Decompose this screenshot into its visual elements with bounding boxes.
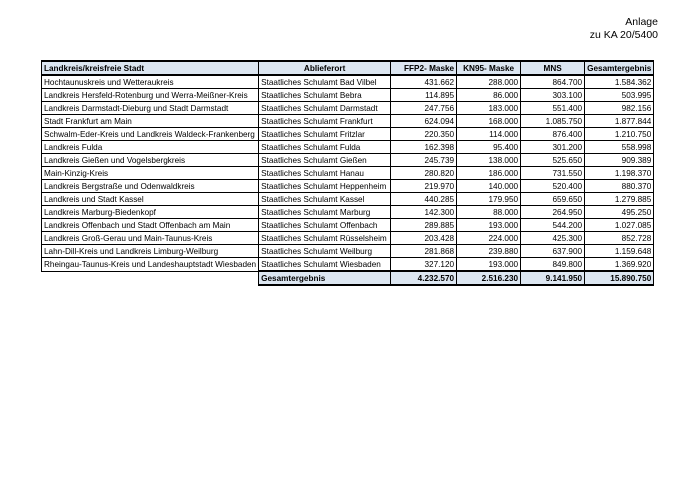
cell-gesamt: 1.584.362 (585, 75, 654, 89)
table-header-row (42, 61, 654, 75)
cell-kreis: Landkreis Fulda (42, 141, 259, 154)
cell-ffp2: 142.300 (391, 206, 457, 219)
cell-ablieferort: Staatliches Schulamt Heppenheim (259, 180, 391, 193)
cell-gesamt: 503.995 (585, 89, 654, 102)
cell-kn95: 138.000 (457, 154, 521, 167)
cell-gesamt: 982.156 (585, 102, 654, 115)
cell-mns: 637.900 (521, 245, 585, 258)
cell-gesamt: 880.370 (585, 180, 654, 193)
cell-ffp2: 280.820 (391, 167, 457, 180)
cell-kn95: 86.000 (457, 89, 521, 102)
cell-ffp2: 624.094 (391, 115, 457, 128)
cell-mns: 525.650 (521, 154, 585, 167)
column-header-gesamt: Gesamtergebnis (585, 61, 654, 75)
cell-kn95: 288.000 (457, 75, 521, 89)
cell-ablieferort: Staatliches Schulamt Fritzlar (259, 128, 391, 141)
cell-mns: 659.650 (521, 193, 585, 206)
cell-kreis: Schwalm-Eder-Kreis und Landkreis Waldeck-Frankenberg (42, 128, 259, 141)
cell-kreis: Hochtaunuskreis und Wetteraukreis (42, 75, 259, 89)
table-row (42, 141, 654, 154)
cell-ffp2: 289.885 (391, 219, 457, 232)
table-row (42, 128, 654, 141)
cell-kn95: 224.000 (457, 232, 521, 245)
cell-mns: 849.800 (521, 258, 585, 272)
cell-kreis: Landkreis Groß-Gerau und Main-Taunus-Kreis (42, 232, 259, 245)
cell-ablieferort: Staatliches Schulamt Bebra (259, 89, 391, 102)
cell-gesamt: 1.877.844 (585, 115, 654, 128)
table-row (42, 180, 654, 193)
cell-ffp2: 245.739 (391, 154, 457, 167)
cell-ablieferort: Staatliches Schulamt Hanau (259, 167, 391, 180)
cell-kn95: 114.000 (457, 128, 521, 141)
column-header-kn95: KN95- Maske (457, 61, 521, 75)
cell-ffp2: 431.662 (391, 75, 457, 89)
cell-gesamt: 1.027.085 (585, 219, 654, 232)
cell-gesamt: 558.998 (585, 141, 654, 154)
cell-kn95: 168.000 (457, 115, 521, 128)
cell-ablieferort: Staatliches Schulamt Gießen (259, 154, 391, 167)
total-kn95: 2.516.230 (457, 271, 521, 285)
cell-kn95: 88.000 (457, 206, 521, 219)
total-row (42, 271, 654, 285)
column-header-ffp2: FFP2- Maske (391, 61, 457, 75)
cell-ffp2: 327.120 (391, 258, 457, 272)
cell-mns: 731.550 (521, 167, 585, 180)
cell-kn95: 95.400 (457, 141, 521, 154)
cell-mns: 303.100 (521, 89, 585, 102)
cell-mns: 544.200 (521, 219, 585, 232)
table-row (42, 75, 654, 89)
cell-ffp2: 203.428 (391, 232, 457, 245)
cell-ablieferort: Staatliches Schulamt Marburg (259, 206, 391, 219)
cell-kn95: 239.880 (457, 245, 521, 258)
cell-ablieferort: Staatliches Schulamt Wiesbaden (259, 258, 391, 272)
cell-gesamt: 1.210.750 (585, 128, 654, 141)
cell-kreis: Landkreis Hersfeld-Rotenburg und Werra-Meißner-Kreis (42, 89, 259, 102)
cell-gesamt: 495.250 (585, 206, 654, 219)
table-row (42, 258, 654, 272)
cell-gesamt: 909.389 (585, 154, 654, 167)
cell-gesamt: 1.279.885 (585, 193, 654, 206)
cell-kreis: Stadt Frankfurt am Main (42, 115, 259, 128)
cell-ffp2: 247.756 (391, 102, 457, 115)
total-gesamt: 15.890.750 (585, 271, 654, 285)
cell-ffp2: 220.350 (391, 128, 457, 141)
cell-kreis: Landkreis und Stadt Kassel (42, 193, 259, 206)
cell-kreis: Landkreis Darmstadt-Dieburg und Stadt Darmstadt (42, 102, 259, 115)
table-row (42, 193, 654, 206)
cell-ffp2: 440.285 (391, 193, 457, 206)
cell-kreis: Landkreis Bergstraße und Odenwaldkreis (42, 180, 259, 193)
annex-label: Anlage (625, 16, 658, 28)
table-row (42, 232, 654, 245)
cell-ablieferort: Staatliches Schulamt Darmstadt (259, 102, 391, 115)
total-ffp2: 4.232.570 (391, 271, 457, 285)
cell-ffp2: 162.398 (391, 141, 457, 154)
cell-kreis: Landkreis Offenbach und Stadt Offenbach am Main (42, 219, 259, 232)
distribution-table (41, 60, 654, 286)
cell-gesamt: 1.159.648 (585, 245, 654, 258)
cell-mns: 1.085.750 (521, 115, 585, 128)
document-reference: zu KA 20/5400 (589, 29, 658, 41)
cell-kreis: Lahn-Dill-Kreis und Landkreis Limburg-Weilburg (42, 245, 259, 258)
cell-kn95: 186.000 (457, 167, 521, 180)
cell-ffp2: 114.895 (391, 89, 457, 102)
column-header-mns: MNS (521, 61, 585, 75)
cell-mns: 520.400 (521, 180, 585, 193)
table-row (42, 167, 654, 180)
total-label: Gesamtergebnis (259, 271, 391, 285)
total-mns: 9.141.950 (521, 271, 585, 285)
cell-kreis: Rheingau-Taunus-Kreis und Landeshauptstadt Wiesbaden (42, 258, 259, 272)
cell-ablieferort: Staatliches Schulamt Fulda (259, 141, 391, 154)
table-body (42, 75, 654, 271)
cell-kreis: Landkreis Marburg-Biedenkopf (42, 206, 259, 219)
table-row (42, 115, 654, 128)
cell-kn95: 179.950 (457, 193, 521, 206)
table-row (42, 245, 654, 258)
cell-gesamt: 1.198.370 (585, 167, 654, 180)
table-row (42, 206, 654, 219)
table-row (42, 102, 654, 115)
cell-ablieferort: Staatliches Schulamt Frankfurt (259, 115, 391, 128)
cell-gesamt: 852.728 (585, 232, 654, 245)
cell-mns: 301.200 (521, 141, 585, 154)
cell-kn95: 193.000 (457, 219, 521, 232)
annex-reference (590, 16, 658, 42)
cell-ffp2: 219.970 (391, 180, 457, 193)
cell-kreis: Landkreis Gießen und Vogelsbergkreis (42, 154, 259, 167)
cell-mns: 551.400 (521, 102, 585, 115)
cell-kn95: 193.000 (457, 258, 521, 272)
cell-mns: 864.700 (521, 75, 585, 89)
cell-ablieferort: Staatliches Schulamt Offenbach (259, 219, 391, 232)
column-header-kreis: Landkreis/kreisfreie Stadt (42, 61, 259, 75)
total-spacer (42, 271, 259, 285)
cell-ablieferort: Staatliches Schulamt Weilburg (259, 245, 391, 258)
table-row (42, 154, 654, 167)
column-header-ablieferort: Ablieferort (259, 61, 391, 75)
table-row (42, 219, 654, 232)
cell-mns: 425.300 (521, 232, 585, 245)
cell-ablieferort: Staatliches Schulamt Kassel (259, 193, 391, 206)
cell-kreis: Main-Kinzig-Kreis (42, 167, 259, 180)
cell-kn95: 183.000 (457, 102, 521, 115)
cell-mns: 264.950 (521, 206, 585, 219)
cell-ffp2: 281.868 (391, 245, 457, 258)
cell-ablieferort: Staatliches Schulamt Bad Vilbel (259, 75, 391, 89)
cell-kn95: 140.000 (457, 180, 521, 193)
table-row (42, 89, 654, 102)
cell-gesamt: 1.369.920 (585, 258, 654, 272)
cell-ablieferort: Staatliches Schulamt Rüsselsheim (259, 232, 391, 245)
cell-mns: 876.400 (521, 128, 585, 141)
